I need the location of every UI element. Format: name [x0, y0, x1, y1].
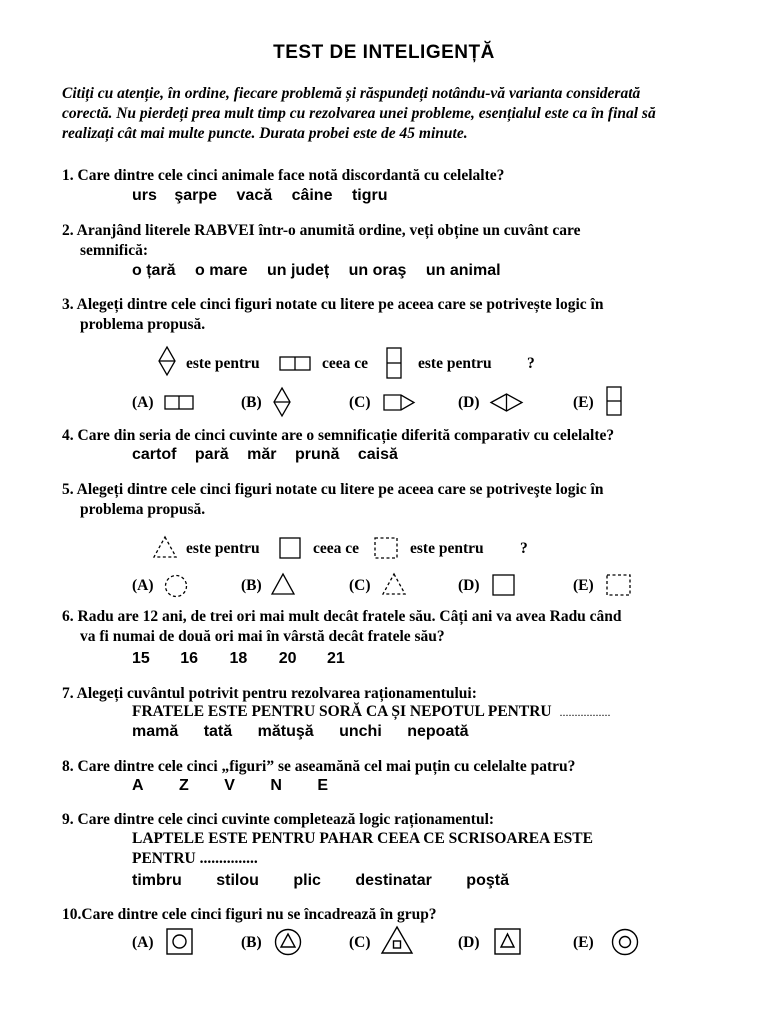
option-label-d[interactable]: (D): [458, 577, 480, 594]
option[interactable]: timbru: [132, 872, 182, 889]
option[interactable]: 21: [327, 650, 345, 667]
dashed-triangle-icon: [153, 536, 177, 558]
option[interactable]: câine: [291, 187, 333, 204]
page-title: TEST DE INTELIGENȚĂ: [273, 42, 495, 63]
option[interactable]: vacă: [236, 187, 273, 204]
question-10-text: 10.Care dintre cele cinci figuri nu se încadrează în grup?: [62, 906, 437, 923]
tall-rectangle-icon: [386, 347, 402, 379]
instructions: Citiți cu atenție, în ordine, fiecare problemă și răspundeți notându-vă varianta considerată corectă. Nu pierdeți prea mult timp cu rezolvarea unei probleme, esențialul este ca în final să realizați cât mai multe puncte. Durata probei este de 45 minute.: [62, 85, 656, 142]
option-label-b[interactable]: (B): [241, 934, 262, 951]
question-3-text: 3. Alegeți dintre cele cinci figuri notate cu litere pe aceea care se potrivește logic în: [62, 296, 604, 313]
question-4-options: [132, 446, 398, 464]
option[interactable]: măr: [247, 446, 277, 463]
option[interactable]: tigru: [351, 187, 388, 204]
question-6-options: [132, 650, 345, 668]
tall-rectangle-icon[interactable]: [606, 386, 622, 416]
question-1-options: [132, 187, 387, 205]
question-7-options: [132, 723, 469, 741]
option[interactable]: un județ: [266, 262, 330, 279]
option[interactable]: o mare: [195, 262, 248, 279]
option-label-c[interactable]: (C): [349, 394, 371, 411]
question-2-text: 2. Aranjând literele RABVEI într-o anumită ordine, veți obține un cuvânt care: [62, 222, 581, 239]
question-7-statement: [132, 703, 610, 721]
analogy-text: este pentru: [186, 355, 260, 372]
option-label-c[interactable]: (C): [349, 577, 371, 594]
dashed-square-icon: [374, 537, 398, 559]
option[interactable]: N: [270, 777, 282, 794]
option[interactable]: mătuşă: [257, 723, 314, 740]
option[interactable]: un animal: [425, 262, 501, 279]
option[interactable]: tată: [203, 723, 233, 740]
analogy-text: este pentru: [410, 540, 484, 557]
question-9-statement-cont: PENTRU ...............: [132, 850, 258, 867]
option[interactable]: stilou: [216, 872, 259, 889]
option[interactable]: şarpe: [174, 187, 218, 204]
question-mark: ?: [527, 355, 535, 372]
question-4-text: 4. Care din seria de cinci cuvinte are o semnificație diferită comparativ cu celelalte?: [62, 427, 615, 444]
option-label-b[interactable]: (B): [241, 577, 262, 594]
question-9-text: 9. Care dintre cele cinci cuvinte completează logic raționamentul:: [62, 811, 495, 828]
square-icon: [279, 537, 301, 559]
analogy-text: ceea ce: [313, 540, 360, 557]
square-with-circle-icon[interactable]: [166, 928, 193, 955]
dashed-circle-icon[interactable]: [164, 574, 188, 598]
option[interactable]: 16: [180, 650, 199, 667]
option-label-d[interactable]: (D): [458, 394, 480, 411]
option[interactable]: 20: [278, 650, 297, 667]
question-8-options: [132, 777, 328, 795]
question-5-text-cont: problema propusă.: [80, 501, 206, 518]
option-label-b[interactable]: (B): [241, 394, 262, 411]
diamond-icon[interactable]: [273, 387, 291, 417]
option-label-d[interactable]: (D): [458, 934, 480, 951]
question-6-text: 6. Radu are 12 ani, de trei ori mai mult decât fratele său. Câți ani va avea Radu când: [62, 608, 622, 625]
diamond-icon: [158, 346, 176, 376]
question-3-text-cont: problema propusă.: [80, 316, 206, 333]
option[interactable]: cartof: [132, 446, 177, 463]
option[interactable]: caisă: [357, 446, 398, 463]
option[interactable]: pară: [194, 446, 229, 463]
option-label-a[interactable]: (A): [132, 577, 154, 594]
option-label-e[interactable]: (E): [573, 394, 594, 411]
circle-with-triangle-icon[interactable]: [274, 928, 302, 956]
option[interactable]: 15: [132, 650, 150, 667]
triangle-icon[interactable]: [271, 573, 295, 595]
triangle-with-square-icon[interactable]: [381, 926, 413, 954]
option[interactable]: mamă: [132, 723, 179, 740]
question-6-text-cont: va fi numai de două ori mai în vârstă decât fratele său?: [80, 628, 445, 645]
option[interactable]: Z: [179, 777, 189, 794]
blank-dots: .................: [559, 705, 611, 719]
question-2-text-cont: semnifică:: [80, 242, 149, 259]
question-7-text: 7. Alegeți cuvântul potrivit pentru rezolvarea raționamentului:: [62, 685, 477, 702]
option[interactable]: poştă: [466, 872, 509, 889]
pointed-box-icon[interactable]: [383, 394, 415, 411]
option[interactable]: A: [132, 777, 144, 794]
option[interactable]: prună: [294, 446, 340, 463]
option[interactable]: 18: [229, 650, 248, 667]
horizontal-diamond-icon[interactable]: [490, 393, 523, 412]
double-rectangle-icon[interactable]: [164, 395, 194, 410]
question-2-options: [132, 262, 501, 280]
question-1-text: 1. Care dintre cele cinci animale face notă discordantă cu celelalte?: [62, 167, 505, 184]
question-8-text: 8. Care dintre cele cinci „figuri” se aseamănă cel mai puțin cu celelalte patru?: [62, 758, 576, 775]
option[interactable]: urs: [132, 187, 157, 204]
concentric-circles-icon[interactable]: [611, 928, 639, 956]
analogy-text: ceea ce: [322, 355, 369, 372]
option[interactable]: plic: [293, 872, 321, 889]
option-label-c[interactable]: (C): [349, 934, 371, 951]
dashed-square-icon[interactable]: [606, 574, 631, 596]
option-label-e[interactable]: (E): [573, 577, 594, 594]
analogy-text: este pentru: [186, 540, 260, 557]
option[interactable]: E: [317, 777, 329, 794]
option[interactable]: V: [224, 777, 235, 794]
square-icon[interactable]: [492, 574, 515, 596]
option[interactable]: o țară: [132, 262, 176, 279]
question-9-statement: LAPTELE ESTE PENTRU PAHAR CEEA CE SCRISOAREA ESTE: [132, 830, 593, 847]
option[interactable]: unchi: [339, 723, 382, 740]
option-label-a[interactable]: (A): [132, 394, 154, 411]
option-label-a[interactable]: (A): [132, 934, 154, 951]
option[interactable]: nepoată: [407, 723, 469, 740]
option[interactable]: destinatar: [355, 872, 432, 889]
question-5-text: 5. Alegeți dintre cele cinci figuri notate cu litere pe aceea care se potriveşte logic în: [62, 481, 604, 498]
dashed-triangle-icon[interactable]: [382, 573, 406, 595]
option[interactable]: un oraş: [348, 262, 407, 279]
square-with-triangle-icon[interactable]: [494, 928, 521, 955]
statement-text: FRATELE ESTE PENTRU SORĂ CA ȘI NEPOTUL PENTRU: [132, 703, 552, 720]
question-9-options: [132, 872, 509, 890]
double-rectangle-icon: [279, 356, 311, 371]
question-mark: ?: [520, 540, 528, 557]
option-label-e[interactable]: (E): [573, 934, 594, 951]
analogy-text: este pentru: [418, 355, 492, 372]
